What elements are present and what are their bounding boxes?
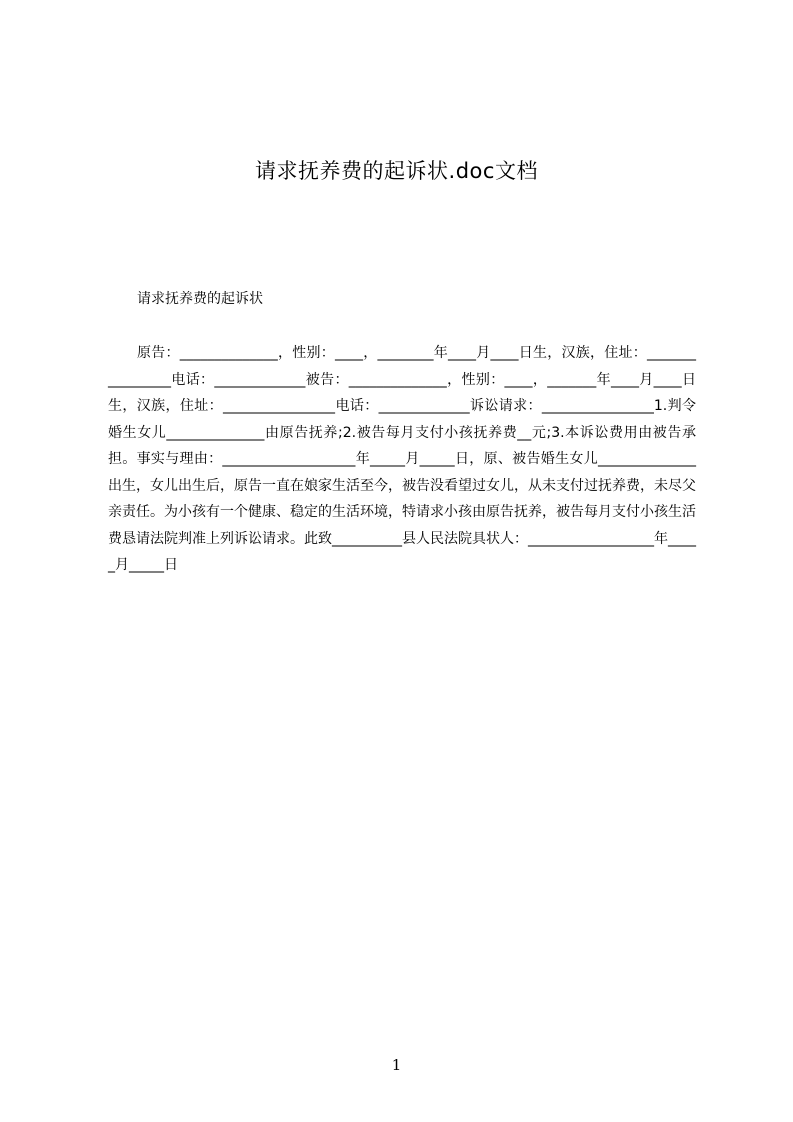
section-heading: 请求抚养费的起诉状 bbox=[137, 291, 263, 307]
complaint-body: 原告：______________，性别：____，________年____月____日生，汉族，住址：________________电话：_____________被告：______________，性别：____，_______年____月____日生，汉族，住址：________________电话：_____________诉讼请求：________________1.判令婚生女儿______________由原告抚养;2.被告每月支付小孩抚养费__元;3.本诉讼费用由被告承担。事实与理由：___________________年_____月_____日，原、被告婚生女儿______________出生，女儿出生后，原告一直在娘家生活至今，被告没看望过女儿，从未支付过抚养费，未尽父亲责任。为小孩有一个健康、稳定的生活环境，特请求小孩由原告抚养，被告每月支付小孩生活费恳请法院判准上列诉讼请求。此致__________县人民法院具状人：__________________年_____月_____日 bbox=[108, 345, 696, 573]
page-number: 1 bbox=[391, 1056, 402, 1074]
document-title: 请求抚养费的起诉状.doc文档 bbox=[255, 159, 538, 184]
